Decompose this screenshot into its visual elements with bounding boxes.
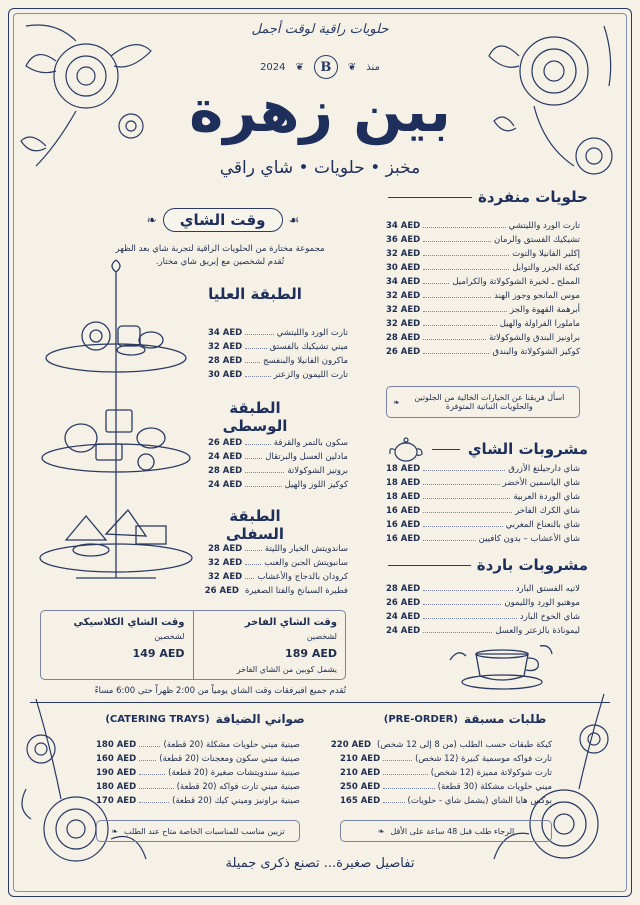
teacup-illustration [440,640,560,692]
classic-package-serves: لشخصين [154,632,185,641]
item-price: 28 AED [386,584,421,594]
since-year: 2024 [260,61,286,73]
tea-time-heading [118,206,328,234]
dot-leader [423,463,505,471]
item-name: صينية براونيز وميني كيك (20 قطعة) [172,796,300,806]
dot-leader [423,597,501,605]
item-price: 26 AED [386,598,421,608]
brand-subtitle: مخبز • حلويات • شاي راقي [219,158,421,178]
list-item [386,532,580,546]
list-item [340,766,552,780]
dot-leader [245,327,273,335]
item-name: صينية ميني حلويات مشكلة (20 قطعة) [163,740,300,750]
item-price: 26 AED [204,586,239,596]
list-item [96,766,300,780]
item-name: المملح ـ لخيرة الشوكولاتة والكراميل [452,277,580,287]
item-price: 24 AED [386,612,421,622]
item-price: 32 AED [208,342,243,352]
luxury-package-title: وقت الشاي الفاخر [244,617,337,628]
item-price: 28 AED [386,333,421,343]
item-price: 30 AED [208,370,243,380]
dot-leader [423,477,499,485]
dot-leader [423,611,517,619]
dot-leader [423,625,492,633]
catering-badge: (CATERING TRAYS) [105,713,210,725]
tea-time-description-line2: تُقدم لشخصين مع إبريق شاي مختار. [155,257,285,267]
item-price: 32 AED [386,305,421,315]
tea-drinks-title: مشروبات الشاي [467,440,588,458]
list-item [386,610,580,624]
dot-leader [139,753,156,761]
dot-leader [423,491,510,499]
dot-leader [139,781,173,789]
item-name: كوكيز اللوز والهيل [284,480,348,490]
item-name: شاي الوردة العربية [513,492,580,502]
item-name: موهتيو الورد والليمون [504,598,580,608]
pre-order-heading [340,712,590,726]
pre-order-note [340,820,552,842]
dietary-note [386,386,580,418]
list-item [386,518,580,532]
laurel-right-icon: ❦ [347,61,357,73]
single-sweets-list [386,219,580,359]
item-name: إكلير الفانيلا والتوت [512,249,580,259]
item-name: كوكيز الشوكولاتة والبندق [492,347,580,357]
list-item [386,247,580,261]
dot-leader [423,318,496,326]
item-price: 30 AED [386,263,421,273]
ornament-left-icon: ❧ [146,213,157,227]
item-price: 18 AED [386,478,421,488]
dot-leader [245,451,262,459]
item-price: 180 AED [96,782,137,792]
item-price: 16 AED [386,506,421,516]
item-name: صينية ميني تارت فواكه (20 قطعة) [176,782,300,792]
list-item [386,275,580,289]
list-item [386,476,580,490]
list-item [208,464,348,478]
list-item [340,780,552,794]
single-sweets-heading [388,188,588,206]
item-name: شاي الياسمين الأخضر [502,478,580,488]
list-item [96,752,300,766]
item-price: 32 AED [386,249,421,259]
item-price: 165 AED [340,796,381,806]
ornament-right-icon: ☙ [288,213,300,227]
list-item [204,584,348,598]
list-item [330,738,552,752]
dot-leader [423,519,502,527]
cold-drinks-heading [388,556,588,574]
dot-leader [423,346,489,354]
dot-leader [245,465,284,473]
dot-leader [423,304,507,312]
laurel-left-icon: ❦ [295,61,304,73]
item-price: 32 AED [386,291,421,301]
tagline: حلويات راقية لوقت أجمل [251,22,389,37]
item-name: كيكة طبقات حسب الطلب (من 8 إلى 12 شخص) [377,740,552,750]
list-item [208,450,348,464]
list-item [386,303,580,317]
leaf-icon: ❧ [111,826,118,836]
item-price: 16 AED [386,534,421,544]
dot-leader [423,220,505,228]
list-item [208,368,348,382]
item-name: أبرهمة القهوة والجز [509,305,580,315]
list-item [386,261,580,275]
cold-drinks-list [386,582,580,638]
luxury-package-extra: يشمل كوبين من الشاي الفاخر [236,665,337,674]
middle-tier-list [208,436,348,492]
item-price: 250 AED [340,782,381,792]
luxury-package [194,611,346,679]
item-price: 18 AED [386,464,421,474]
pre-order-note-text: الرجاء طلب قبل 48 ساعة على الأقل [390,826,515,836]
leaf-icon: ❧ [393,397,400,407]
list-item [386,219,580,233]
dietary-note-text: اسأل فريقنا عن الخيارات الخالية من الجلوتين والحلويات النباتية المتوفرة [414,393,565,411]
tea-drinks-heading [388,434,588,464]
item-name: شاي الأعشاب – بدون كافيين [478,534,580,544]
list-item [386,345,580,359]
list-item [386,331,580,345]
item-price: 32 AED [386,319,421,329]
item-name: مادلين العسل والبرتقال [265,452,348,462]
item-name: صينية ميني سكون ومعجنات (20 قطعة) [159,754,300,764]
since-label: منذ [366,61,380,73]
list-item [208,326,348,340]
heading-rule [388,197,472,198]
item-name: تارت فواكه موسمية كبيرة (12 شخص) [415,754,552,764]
tea-time-hours-note: تُقدم جميع افيرفقات وقت الشاي يومياً من 2:00 ظهراً حتى 6:00 مساءً [94,686,346,696]
dot-leader [423,505,512,513]
item-name: تارت الورد والليتشي [276,328,348,338]
tea-time-packages [40,610,346,680]
item-price: 220 AED [330,740,372,750]
item-name: فطيرة السبانخ والفتا الصغيرة [244,586,348,596]
list-item [208,340,348,354]
item-name: شاي بالنعناع المغربي [505,520,580,530]
dot-leader [245,543,262,551]
item-name: تارت الليمون والزعتر [273,370,348,380]
list-item [386,289,580,303]
item-price: 34 AED [208,328,243,338]
item-name: سانبويتش الجبن والعنب [264,558,348,568]
item-price: 36 AED [386,235,421,245]
catering-note [96,820,300,842]
lower-tier-list [204,542,348,598]
list-item [340,752,552,766]
item-price: 16 AED [386,520,421,530]
dot-leader [245,479,281,487]
dot-leader [245,571,254,579]
catering-note-text: تزيين مناسب للمناسبات الخاصة متاح عند الطلب [123,826,285,836]
dot-leader [245,437,271,445]
teapot-icon [388,434,424,464]
item-name: شاي الكرك الفاخر [515,506,580,516]
item-price: 24 AED [208,452,243,462]
brand-name: بين زهرة [189,77,451,145]
item-name: لاتيه الفستق البارد [515,584,580,594]
tea-time-title: وقت الشاي [163,208,283,232]
dot-leader [383,795,404,803]
list-item [386,596,580,610]
item-name: شاي دارجيلنغ الأزرق [508,464,580,474]
dot-leader [423,533,475,541]
item-name: ماكرون الفانيلا والبنفسج [262,356,348,366]
catering-list [96,738,300,808]
list-item [208,570,348,584]
item-name: ساندويتش الخيار والليتة [264,544,348,554]
dot-leader [245,557,261,565]
list-item [208,556,348,570]
dot-leader [139,739,160,747]
list-item [386,582,580,596]
item-name: ميني حلويات مشكلة (30 قطعة) [437,782,552,792]
item-name: صينية سندويتشات صغيرة (20 قطعة) [168,768,300,778]
item-name: موس المانجو وجوز الهند [494,291,580,301]
list-item [386,317,580,331]
dot-leader [423,290,491,298]
upper-tier-title: الطبقة العليا [208,285,302,303]
footer-slogan: تفاصيل صغيرة... تصنع ذكرى جميلة [225,856,415,871]
dot-leader [423,332,486,340]
list-item [96,738,300,752]
list-item [386,490,580,504]
item-price: 24 AED [208,480,243,490]
dot-leader [423,276,449,284]
list-item [208,436,348,450]
list-item [386,233,580,247]
pre-order-title: طلبات مسبقة [463,712,547,726]
item-price: 34 AED [386,277,421,287]
catering-title: صواني الضيافة [215,712,305,726]
item-price: 28 AED [208,466,243,476]
lower-tier-title: الطبقة السفلى [225,507,285,543]
pre-order-badge: (PRE-ORDER) [383,713,458,725]
item-price: 26 AED [386,347,421,357]
item-price: 26 AED [208,438,243,448]
middle-tier-title: الطبقة الوسطى [222,399,288,435]
item-price: 18 AED [386,492,421,502]
upper-tier-list [208,326,348,382]
item-name: تشيكيك الفستق والرمان [494,235,580,245]
tea-time-description-line1: مجموعة مختارة من الحلويات الراقية لتجربة شاي بعد الظهر [115,244,325,254]
list-item [96,780,300,794]
item-name: سكون بالتمر والقرفة [273,438,348,448]
item-price: 32 AED [208,558,243,568]
cold-drinks-title: مشروبات باردة [476,556,588,574]
list-item [208,478,348,492]
item-name: ميني تشيكيك بالفستق [269,342,348,352]
item-price: 160 AED [96,754,137,764]
dot-leader [383,753,412,761]
item-price: 28 AED [208,356,243,366]
dot-leader [139,795,169,803]
item-price: 210 AED [340,754,381,764]
item-price: 170 AED [96,796,137,806]
item-name: تارت الورد والليتشي [508,221,580,231]
item-name: بروتيز الشوكولاتة [287,466,348,476]
item-price: 28 AED [208,544,243,554]
item-price: 210 AED [340,768,381,778]
tea-drinks-list [386,462,580,546]
leaf-icon: ❧ [377,826,385,836]
dot-leader [245,341,267,349]
classic-package [41,611,194,679]
list-item [208,354,348,368]
list-item [340,794,552,808]
item-name: كرودان بالدجاج والأعشاب [257,572,348,582]
classic-package-title: وقت الشاي الكلاسيكي [73,617,185,628]
section-divider [30,702,610,703]
item-price: 34 AED [386,221,421,231]
dot-leader [383,767,428,775]
luxury-package-price: 189 AED [285,647,337,660]
item-name: شاي الخوخ البارد [519,612,580,622]
cake-stand-illustration [36,258,196,598]
list-item [386,504,580,518]
item-price: 24 AED [386,626,421,636]
item-price: 180 AED [96,740,137,750]
dot-leader [383,781,434,789]
dot-leader [139,767,165,775]
list-item [96,794,300,808]
dot-leader [423,248,509,256]
dot-leader [245,369,270,377]
single-sweets-title: حلويات منفردة [478,188,588,206]
item-name: ماملورا الفراولة والهيل [499,319,580,329]
catering-heading [80,712,330,726]
classic-package-price: 149 AED [132,647,185,660]
list-item [386,624,580,638]
list-item [386,462,580,476]
pre-order-list [330,738,552,808]
list-item [208,542,348,556]
luxury-package-serves: لشخصين [306,632,337,641]
dot-leader [423,234,491,242]
item-price: 32 AED [208,572,243,582]
item-name: تارت شوكولاتة مميزة (12 شخص) [430,768,552,778]
heading-rule [432,449,460,450]
item-price: 190 AED [96,768,137,778]
logo-emblem: B [314,55,338,79]
dot-leader [423,583,513,591]
item-name: كيكة الجزر والتوابل [512,263,580,273]
dot-leader [245,355,260,363]
dot-leader [423,262,509,270]
item-name: ليموناذة بالزعتر والعسل [495,626,580,636]
item-name: براونيز البندق والشوكولاتة [489,333,580,343]
item-name: بوكس هايا الشاي (يشمل شاي - حلويات) [407,796,552,806]
heading-rule [388,565,471,566]
